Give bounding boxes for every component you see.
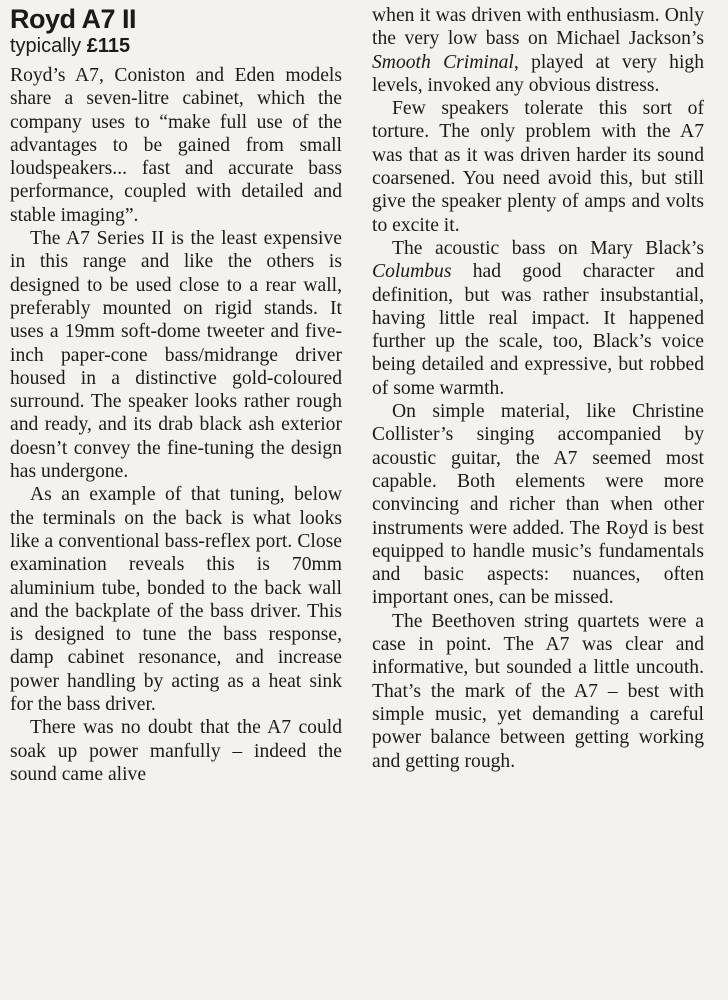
paragraph-intro: Royd’s A7, Coniston and Eden models share a seven-litre cabinet, which the company uses to “make full use of the advantages to be gained from small loudspeakers... fast and accurate bass performance, coupled with detailed and stable imaging”. [10,65,342,226]
price-value: £115 [86,35,131,57]
paragraph-beethoven: The Beethoven string quartets were a case in point. The A7 was clear and informative, but sounded a little uncouth. That’s the mark of the A7 – best with simple music, yet demanding a careful power balance between getting working and getting rough. [372,610,704,772]
article-title: Royd A7 II [10,4,137,34]
paragraph-power: There was no doubt that the A7 could soak up power manfully – indeed the sound came alive [10,717,342,785]
paragraph-series-ii: The A7 Series II is the least expensive in this range and like the others is designed to be used close to a rear wall, preferably mounted on rigid stands. It uses a 19mm soft-dome tweeter and five-inch paper-cone bass/midrange driver housed in a distinctive gold-coloured surround. The speaker looks rather rough and ready, and its drab black ash exterior doesn’t convey the fine-tuning the design has undergone. [10,228,342,483]
paragraph-acoustic-bass [372,237,704,400]
text-run: The acoustic bass on Mary Black’s [392,237,704,259]
price-line [10,34,342,59]
song-title: Smooth Criminal [372,51,514,73]
paragraph-tuning: As an example of that tuning, below the terminals on the back is what looks like a conventional bass-reflex port. Close examination reveals this is 70mm aluminium tube, bonded to the back wall and the backplate of the bass driver. This is designed to tune the bass response, damp cabinet resonance, and increase power handling by acting as a heat sink for the bass driver. [10,484,342,716]
right-column [372,4,704,773]
paragraph-simple-material: On simple material, like Christine Collister’s singing accompanied by acoustic guitar, the A7 seemed most capable. Both elements were more convincing and richer than when other instruments were added. The Royd is best equipped to handle music’s fundamentals and basic aspects: nuances, often important ones, can be missed. [372,401,704,609]
text-run: when it was driven with enthusiasm. Only the very low bass on Michael Jackson’s [372,5,704,50]
paragraph-torture: Few speakers tolerate this sort of torture. The only problem with the A7 was that as it was driven harder its sound coarsened. You need avoid this, but still give the speaker plenty of amps and volts to excite it. [372,98,704,236]
text-run: had good character and definition, but was rather insubstantial, having little real impact. It happened further up the scale, too, Black’s voice being detailed and expressive, but robbed of some warmth. [372,261,704,399]
album-title: Columbus [372,261,452,283]
text-run: , played at very high levels, invoked any obvious distress. [372,51,704,96]
left-column [10,4,342,786]
price-prefix: typically [10,35,87,57]
paragraph-continued [372,4,704,97]
